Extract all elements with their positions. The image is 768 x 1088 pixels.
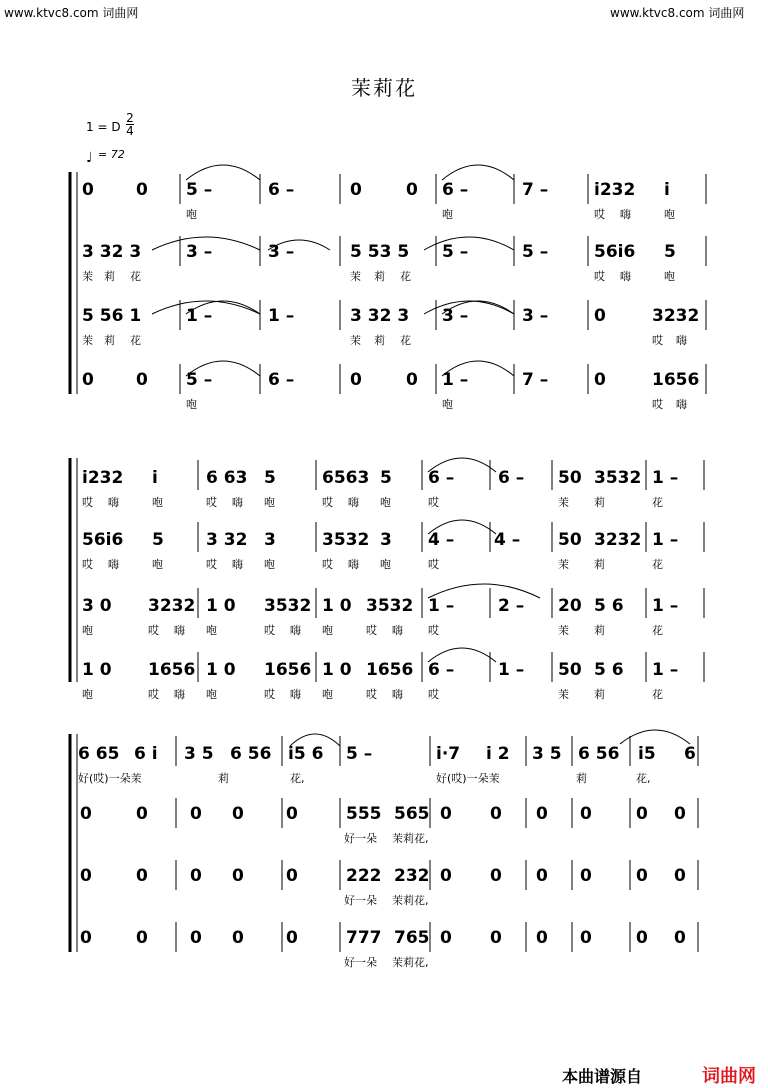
note-group: 1 – [652, 468, 679, 488]
note-group: 0 [594, 306, 606, 326]
note-group: 1 – [428, 596, 455, 616]
note-group: 1 0 [322, 596, 352, 616]
note-group: 6 65 [78, 744, 120, 764]
note-group: 7 – [522, 370, 549, 390]
lyric-syllable: 哎 [366, 624, 377, 637]
note-group: 3232 [652, 306, 700, 326]
note-group: 0 [536, 804, 548, 824]
note-group: 4 – [428, 530, 455, 550]
note-group: 50 [558, 530, 582, 550]
note-group: 3 0 [82, 596, 112, 616]
lyric-syllable: 咆 [152, 496, 163, 509]
lyric-syllable: 好(哎)一朵茉 [78, 772, 142, 785]
lyric-syllable: 哎 [322, 496, 333, 509]
lyric-syllable: 哎 [82, 496, 93, 509]
note-group: 1656 [652, 370, 700, 390]
note-group: 56i6 [594, 242, 636, 262]
note-group: 5 [152, 530, 164, 550]
lyric-syllable: 嗨 [348, 496, 359, 509]
lyric-syllable: 嗨 [620, 270, 631, 283]
note-group: 50 [558, 468, 582, 488]
note-group: 0 [536, 928, 548, 948]
note-group: 0 [82, 180, 94, 200]
lyric-syllable: 花 [130, 334, 141, 347]
note-group: 6 – [428, 468, 455, 488]
note-group: i232 [82, 468, 124, 488]
lyric-syllable: 好一朵 [344, 832, 377, 845]
lyric-syllable: 茉 [350, 270, 361, 283]
note-group: 555 [346, 804, 382, 824]
lyric-syllable: 花 [400, 270, 411, 283]
note-group: i5 6 [288, 744, 324, 764]
note-group: 1 0 [82, 660, 112, 680]
lyric-syllable: 茉 [558, 688, 569, 701]
lyric-syllable: 嗨 [232, 558, 243, 571]
note-group: 0 [136, 180, 148, 200]
note-group: 3232 [594, 530, 642, 550]
note-group: 6 56 [230, 744, 272, 764]
lyric-syllable: 哎 [652, 334, 663, 347]
note-group: 0 [190, 866, 202, 886]
note-group: 0 [232, 928, 244, 948]
note-group: 565 [394, 804, 430, 824]
note-group: 20 [558, 596, 582, 616]
note-group: 0 [286, 866, 298, 886]
note-group: 0 [674, 928, 686, 948]
note-group: 1 – [186, 306, 213, 326]
lyric-syllable: 花 [400, 334, 411, 347]
note-group: 5 6 [594, 596, 624, 616]
lyric-syllable: 莉 [594, 624, 605, 637]
lyric-syllable: 咆 [264, 496, 275, 509]
lyric-syllable: 莉 [576, 772, 587, 785]
footer-source-label: 本曲谱源自 [562, 1067, 643, 1086]
note-group: 6 63 [206, 468, 248, 488]
note-group: 1 – [652, 530, 679, 550]
note-group: 0 [190, 804, 202, 824]
note-group: i·7 [436, 744, 461, 764]
note-group: 6 [684, 744, 696, 764]
note-group: 6 – [428, 660, 455, 680]
note-group: 6 i [134, 744, 158, 764]
lyric-syllable: 好一朵 [344, 956, 377, 969]
note-group: 0 [440, 804, 452, 824]
note-group: 1 – [268, 306, 295, 326]
note-group: 3 – [522, 306, 549, 326]
lyric-syllable: 莉 [218, 772, 229, 785]
note-group: 0 [350, 370, 362, 390]
lyric-syllable: 咆 [442, 398, 453, 411]
note-group: 5 56 1 [82, 306, 142, 326]
note-group: 5 – [186, 180, 213, 200]
note-group: 1 0 [206, 596, 236, 616]
note-group: 3 [264, 530, 276, 550]
lyric-syllable: 哎 [322, 558, 333, 571]
lyric-syllable: 莉 [104, 334, 115, 347]
note-group: 1656 [148, 660, 196, 680]
lyric-syllable: 好(哎)一朵茉 [436, 772, 500, 785]
lyric-syllable: 嗨 [290, 688, 301, 701]
note-group: 0 [440, 928, 452, 948]
note-group: 0 [232, 866, 244, 886]
lyric-syllable: 咆 [664, 270, 675, 283]
note-group: 232 [394, 866, 430, 886]
note-group: 1656 [366, 660, 414, 680]
lyric-syllable: 咆 [322, 688, 333, 701]
lyric-syllable: 花 [652, 558, 663, 571]
note-group: 3532 [594, 468, 642, 488]
note-group: 3 – [442, 306, 469, 326]
lyric-syllable: 咆 [380, 558, 391, 571]
slur [424, 237, 514, 250]
note-group: 0 [136, 928, 148, 948]
note-group: 765 [394, 928, 430, 948]
note-group: 1 – [652, 660, 679, 680]
note-group: 6 56 [578, 744, 620, 764]
score-title: 茉莉花 [351, 76, 417, 100]
lyric-syllable: 哎 [594, 208, 605, 221]
note-group: 5 [264, 468, 276, 488]
lyric-syllable: 哎 [148, 624, 159, 637]
lyric-syllable: 嗨 [676, 334, 687, 347]
note-group: 3 32 3 [82, 242, 142, 262]
lyric-syllable: 花, [636, 772, 651, 785]
lyric-syllable: 茉莉花, [392, 894, 429, 907]
lyric-syllable: 茉 [558, 624, 569, 637]
lyric-syllable: 茉莉花, [392, 956, 429, 969]
note-group: 1656 [264, 660, 312, 680]
note-group: 0 [136, 866, 148, 886]
note-group: i [664, 180, 670, 200]
lyric-syllable: 莉 [594, 688, 605, 701]
quarter-note-icon: ♩ [86, 150, 93, 166]
note-group: 0 [80, 928, 92, 948]
lyric-syllable: 嗨 [676, 398, 687, 411]
lyric-syllable: 嗨 [620, 208, 631, 221]
note-group: 0 [406, 180, 418, 200]
note-group: 5 – [522, 242, 549, 262]
lyric-syllable: 哎 [652, 398, 663, 411]
note-group: 3532 [264, 596, 312, 616]
lyric-syllable: 咆 [82, 624, 93, 637]
note-group: 0 [80, 804, 92, 824]
note-group: 1 – [498, 660, 525, 680]
lyric-syllable: 嗨 [348, 558, 359, 571]
note-group: 5 53 5 [350, 242, 410, 262]
note-group: 0 [490, 866, 502, 886]
lyric-syllable: 咆 [206, 624, 217, 637]
lyric-syllable: 哎 [264, 688, 275, 701]
lyric-syllable: 嗨 [108, 496, 119, 509]
note-group: 0 [490, 928, 502, 948]
lyric-syllable: 花 [130, 270, 141, 283]
lyric-syllable: 哎 [594, 270, 605, 283]
footer-brand-logo: 词曲网 [702, 1066, 756, 1087]
note-group: 5 [380, 468, 392, 488]
lyric-syllable: 茉 [82, 334, 93, 347]
note-group: 5 6 [594, 660, 624, 680]
lyric-syllable: 哎 [264, 624, 275, 637]
lyric-syllable: 哎 [428, 624, 439, 637]
note-group: 0 [440, 866, 452, 886]
lyric-syllable: 咆 [442, 208, 453, 221]
slur [186, 165, 260, 180]
note-group: 4 – [494, 530, 521, 550]
note-group: 0 [406, 370, 418, 390]
lyric-syllable: 咆 [264, 558, 275, 571]
time-sig-bottom: 4 [126, 124, 134, 138]
note-group: 0 [594, 370, 606, 390]
lyric-syllable: 嗨 [290, 624, 301, 637]
header-watermark-left: www.ktvc8.com 词曲网 [4, 6, 139, 20]
note-group: 0 [490, 804, 502, 824]
note-group: 1 – [442, 370, 469, 390]
lyric-syllable: 莉 [374, 334, 385, 347]
note-group: 5 – [442, 242, 469, 262]
lyric-syllable: 哎 [148, 688, 159, 701]
lyric-syllable: 茉 [558, 496, 569, 509]
note-group: 3532 [366, 596, 414, 616]
note-group: 777 [346, 928, 382, 948]
lyric-syllable: 哎 [428, 496, 439, 509]
note-group: 7 – [522, 180, 549, 200]
note-group: 0 [636, 804, 648, 824]
note-group: 0 [580, 928, 592, 948]
note-group: 0 [286, 928, 298, 948]
lyric-syllable: 莉 [104, 270, 115, 283]
lyric-syllable: 茉 [82, 270, 93, 283]
key-signature: 1 = D [86, 120, 121, 134]
note-group: 0 [190, 928, 202, 948]
note-group: 0 [536, 866, 548, 886]
note-group: i 2 [486, 744, 510, 764]
lyric-syllable: 嗨 [232, 496, 243, 509]
lyric-syllable: 莉 [594, 496, 605, 509]
lyric-syllable: 花, [290, 772, 305, 785]
lyric-syllable: 咆 [186, 208, 197, 221]
note-group: 0 [136, 804, 148, 824]
lyric-syllable: 哎 [206, 558, 217, 571]
time-sig-top: 2 [126, 111, 134, 125]
lyric-syllable: 哎 [366, 688, 377, 701]
lyric-syllable: 咆 [186, 398, 197, 411]
lyric-syllable: 咆 [322, 624, 333, 637]
lyric-syllable: 嗨 [174, 624, 185, 637]
note-group: 0 [232, 804, 244, 824]
slur [424, 301, 514, 314]
lyric-syllable: 哎 [428, 688, 439, 701]
lyric-syllable: 花 [652, 496, 663, 509]
note-group: 0 [580, 804, 592, 824]
note-group: 0 [82, 370, 94, 390]
note-group: 50 [558, 660, 582, 680]
lyric-syllable: 茉 [350, 334, 361, 347]
lyric-syllable: 嗨 [174, 688, 185, 701]
note-group: 3 [380, 530, 392, 550]
note-group: 0 [636, 866, 648, 886]
note-group: 3 5 [184, 744, 214, 764]
lyric-syllable: 嗨 [392, 624, 403, 637]
note-group: 0 [674, 804, 686, 824]
lyric-syllable: 咆 [82, 688, 93, 701]
note-group: 0 [636, 928, 648, 948]
note-group: 5 – [346, 744, 373, 764]
note-group: i [152, 468, 158, 488]
note-group: 6 – [498, 468, 525, 488]
note-group: 0 [350, 180, 362, 200]
note-group: 0 [674, 866, 686, 886]
lyric-syllable: 嗨 [108, 558, 119, 571]
note-group: 1 0 [206, 660, 236, 680]
note-group: 5 [664, 242, 676, 262]
lyric-syllable: 茉 [558, 558, 569, 571]
note-group: 0 [80, 866, 92, 886]
header-watermark-right: www.ktvc8.com 词曲网 [610, 6, 745, 20]
note-group: 5 – [186, 370, 213, 390]
lyric-syllable: 哎 [428, 558, 439, 571]
tempo-mark: = 72 [98, 148, 125, 161]
lyric-syllable: 茉莉花, [392, 832, 429, 845]
note-group: 3 – [268, 242, 295, 262]
note-group: 1 – [652, 596, 679, 616]
note-group: 3 32 [206, 530, 248, 550]
note-group: 0 [580, 866, 592, 886]
lyric-syllable: 咆 [664, 208, 675, 221]
note-group: 6 – [442, 180, 469, 200]
note-group: 1 0 [322, 660, 352, 680]
note-group: i5 [638, 744, 656, 764]
note-group: 0 [136, 370, 148, 390]
lyric-syllable: 嗨 [392, 688, 403, 701]
lyric-syllable: 莉 [594, 558, 605, 571]
note-group: 3532 [322, 530, 370, 550]
lyric-syllable: 咆 [380, 496, 391, 509]
note-group: 3232 [148, 596, 196, 616]
note-group: 6 – [268, 370, 295, 390]
note-group: 222 [346, 866, 382, 886]
note-group: 6 – [268, 180, 295, 200]
note-group: 3 – [186, 242, 213, 262]
lyric-syllable: 好一朵 [344, 894, 377, 907]
note-group: 3 5 [532, 744, 562, 764]
lyric-syllable: 哎 [206, 496, 217, 509]
note-group: i232 [594, 180, 636, 200]
note-group: 3 32 3 [350, 306, 410, 326]
note-group: 6563 [322, 468, 370, 488]
lyric-syllable: 花 [652, 688, 663, 701]
slur [442, 165, 514, 180]
lyric-syllable: 哎 [82, 558, 93, 571]
lyric-syllable: 咆 [152, 558, 163, 571]
lyric-syllable: 莉 [374, 270, 385, 283]
lyric-syllable: 花 [652, 624, 663, 637]
note-group: 56i6 [82, 530, 124, 550]
note-group: 2 – [498, 596, 525, 616]
note-group: 0 [286, 804, 298, 824]
lyric-syllable: 咆 [206, 688, 217, 701]
